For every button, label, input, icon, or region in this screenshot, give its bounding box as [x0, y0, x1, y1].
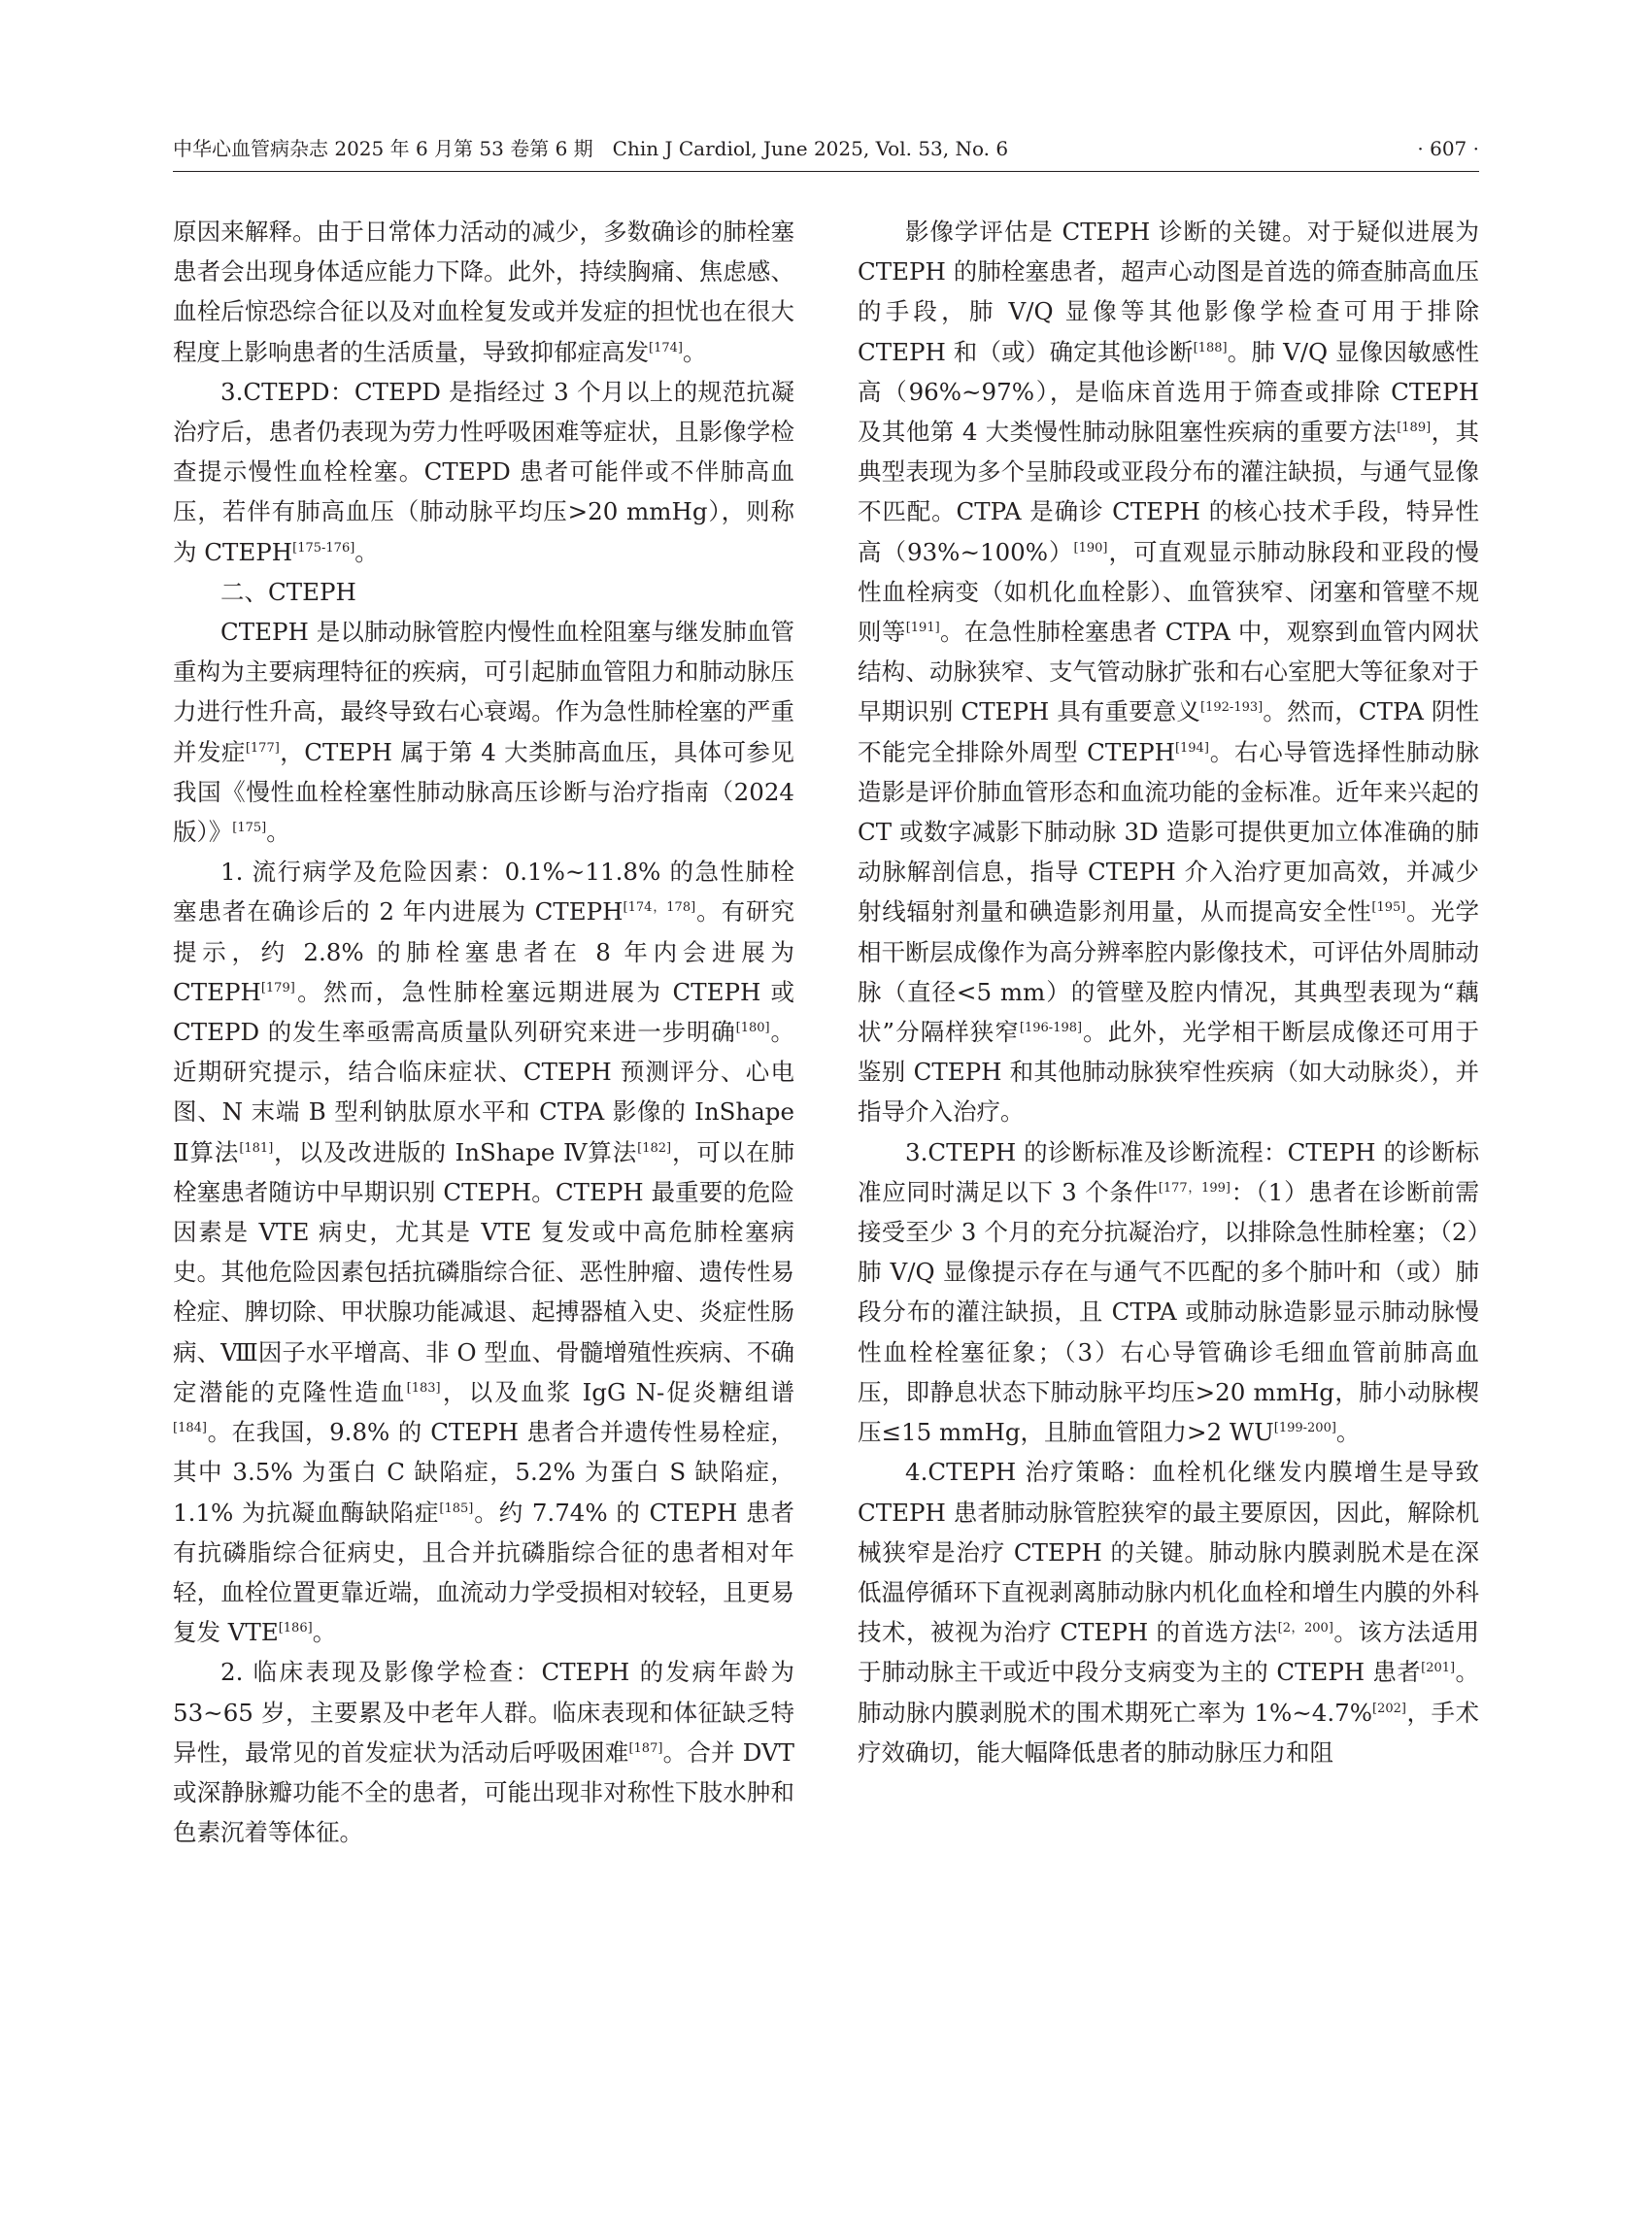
paragraph: 3.CTEPH 的诊断标准及诊断流程：CTEPH 的诊断标准应同时满足以下 3 个条件[177，199]：（1）患者在诊断前需接受至少 3 个月的充分抗凝治疗，以排除急性肺栓塞；（2）肺 V/Q 显像提示存在与通气不匹配的多个肺叶和（或）肺段分布的灌注缺损，且 CTPA 或肺动脉造影显示肺动脉慢性血栓栓塞征象；（3）右心导管确诊毛细血管前肺高血压，即静息状态下肺动脉平均压>20 mmHg，肺小动脉楔压≤15 mmHg，且肺血管阻力>2 WU[199-200]。 [858, 1137, 1479, 1447]
left-column [173, 212, 794, 1852]
running-header [173, 136, 1479, 172]
paragraph: 4.CTEPH 治疗策略：血栓机化继发内膜增生是导致 CTEPH 患者肺动脉管腔狭窄的最主要原因，因此，解除机械狭窄是治疗 CTEPH 的关键。肺动脉内膜剥脱术是在深低温停循环下直视剥离肺动脉内机化血栓和增生内膜的外科技术，被视为治疗 CTEPH 的首选方法[2，200]。该方法适用于肺动脉主干或近中段分支病变为主的 CTEPH 患者[201]。肺动脉内膜剥脱术的围术期死亡率为 1%~4.7%[202]，手术疗效确切，能大幅降低患者的肺动脉压力和阻 [858, 1458, 1480, 1767]
paragraph: 原因来解释。由于日常体力活动的减少，多数确诊的肺栓塞患者会出现身体适应能力下降。此外，持续胸痛、焦虑感、血栓后惊恐综合征以及对血栓复发或并发症的担忧也在很大程度上影响患者的生活质量，导致抑郁症高发[174]。 [173, 218, 794, 366]
paragraph: 2. 临床表现及影像学检查：CTEPH 的发病年龄为 53~65 岁，主要累及中老年人群。临床表现和体征缺乏特异性，最常见的首发症状为活动后呼吸困难[187]。合并 DVT 或深静脉瓣功能不全的患者，可能出现非对称性下肢水肿和色素沉着等体征。 [173, 1658, 794, 1847]
paragraph: CTEPH 是以肺动脉管腔内慢性血栓阻塞与继发肺血管重构为主要病理特征的疾病，可引起肺血管阻力和肺动脉压力进行性升高，最终导致右心衰竭。作为急性肺栓塞的严重并发症[177]，CTEPH 属于第 4 大类肺高血压，具体可参见我国《慢性血栓栓塞性肺动脉高压诊断与治疗指南（2024 版）》[175]。 [173, 618, 795, 847]
paragraph: 影像学评估是 CTEPH 诊断的关键。对于疑似进展为 CTEPH 的肺栓塞患者，超声心动图是首选的筛查肺高血压的手段，肺 V/Q 显像等其他影像学检查可用于排除 CTEPH 和（或）确定其他诊断[188]。肺 V/Q 显像因敏感性高（96%~97%），是临床首选用于筛查或排除 CTEPH 及其他第 4 大类慢性肺动脉阻塞性疾病的重要方法[189]，其典型表现为多个呈肺段或亚段分布的灌注缺损，与通气显像不匹配。CTPA 是确诊 CTEPH 的核心技术手段，特异性高（93%~100%）[190]，可直观显示肺动脉段和亚段的慢性血栓病变（如机化血栓影）、血管狭窄、闭塞和管壁不规则等[191]。在急性肺栓塞患者 CTPA 中，观察到血管内网状结构、动脉狭窄、支气管动脉扩张和右心室肥大等征象对于早期识别 CTEPH 具有重要意义[192-193]。然而，CTPA 阴性不能完全排除外周型 CTEPH[194]。右心导管选择性肺动脉造影是评价肺血管形态和血流功能的金标准。近年来兴起的 CT 或数字减影下肺动脉 3D 造影可提供更加立体准确的肺动脉解剖信息，指导 CTEPH 介入治疗更加高效，并减少射线辐射剂量和碘造影剂用量，从而提高安全性[195]。光学相干断层成像作为高分辨率腔内影像技术，可评估外周肺动脉（直径<5 mm）的管壁及腔内情况，其典型表现为“藕状”分隔样狭窄[196-198]。此外，光学相干断层成像还可用于鉴别 CTEPH 和其他肺动脉狭窄性疾病（如大动脉炎），并指导介入治疗。 [858, 218, 1480, 1127]
paragraph: 3.CTEPD：CTEPD 是指经过 3 个月以上的规范抗凝治疗后，患者仍表现为劳力性呼吸困难等症状，且影像学检查提示慢性血栓栓塞。CTEPD 患者可能伴或不伴肺高血压，若伴有肺高血压（肺动脉平均压>20 mmHg），则称为 CTEPH[175-176]。 [173, 377, 794, 566]
paragraph: 1. 流行病学及危险因素：0.1%~11.8% 的急性肺栓塞患者在确诊后的 2 年内进展为 CTEPH[174，178]。有研究提示，约 2.8% 的肺栓塞患者在 8 年内会进展为 CTEPH[179]。然而，急性肺栓塞远期进展为 CTEPH 或 CTEPD 的发生率亟需高质量队列研究来进一步明确[180]。近期研究提示，结合临床症状、CTEPH 预测评分、心电图、N 末端 B 型利钠肽原水平和 CTPA 影像的 InShape Ⅱ算法[181]，以及改进版的 InShape Ⅳ算法[182]，可以在肺栓塞患者随访中早期识别 CTEPH。CTEPH 最重要的危险因素是 VTE 病史，尤其是 VTE 复发或中高危肺栓塞病史。其他危险因素包括抗磷脂综合征、恶性肿瘤、遗传性易栓症、脾切除、甲状腺功能减退、起搏器植入史、炎症性肠病、Ⅷ因子水平增高、非 O 型血、骨髓增殖性疾病、不确定潜能的克隆性造血[183]，以及血浆 IgG N-促炎糖组谱[184]。在我国，9.8% 的 CTEPH 患者合并遗传性易栓症，其中 3.5% 为蛋白 C 缺陷症，5.2% 为蛋白 S 缺陷症，1.1% 为抗凝血酶缺陷症[185]。约 7.74% 的 CTEPH 患者有抗磷脂综合征病史，且合并抗磷脂综合征的患者相对年轻，血栓位置更靠近端，血流动力学受损相对较轻，且更易复发 VTE[186]。 [173, 858, 795, 1647]
journal-citation: 中华心血管病杂志 2025 年 6 月第 53 卷第 6 期 Chin J Cardiol, June 2025, Vol. 53, No. 6 [173, 137, 1009, 160]
right-column [858, 212, 1479, 1772]
page-number: · 607 · [1417, 137, 1479, 160]
section-heading: 二、CTEPH [220, 577, 356, 606]
